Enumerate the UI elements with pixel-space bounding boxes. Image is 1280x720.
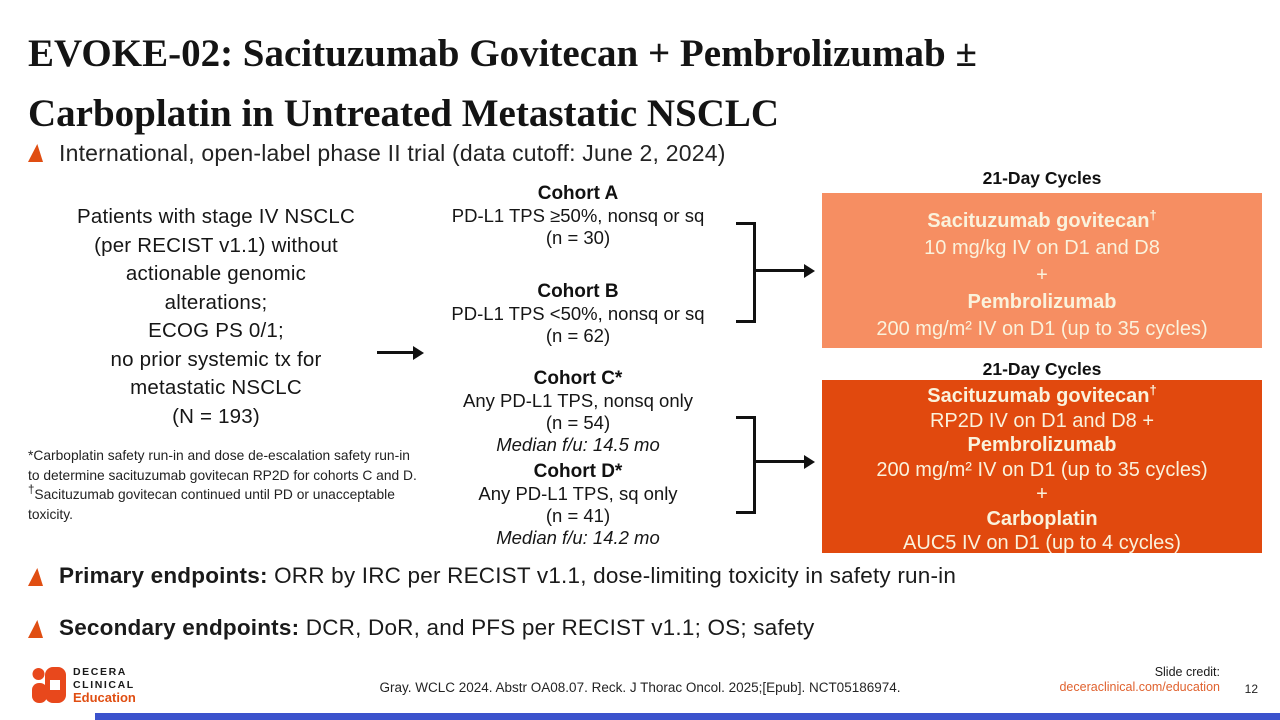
population-line: no prior systemic tx for [110,347,322,371]
arrow-ab-head-icon [804,264,815,278]
logo-line-decera: DECERA [73,666,127,678]
cohort-c-criteria: Any PD-L1 TPS, nonsq only [462,390,693,411]
population-line: (N = 193) [172,404,260,428]
cycle-label-1: 21-Day Cycles [982,168,1102,188]
drug-dose: 200 mg/m² IV on D1 (up to 35 cycles) [876,458,1208,481]
cohort-a-block [425,183,731,249]
bullet-triangle-icon [28,144,43,162]
citation-text: Gray. WCLC 2024. Abstr OA08.07. Reck. J Thorac Oncol. 2025;[Epub]. NCT05186974. [379,680,901,695]
population-line: actionable genomic [125,262,307,285]
bullet-triangle-icon [28,568,43,586]
drug-dose: AUC5 IV on D1 (up to 4 cycles) [903,532,1181,554]
secondary-endpoints-row [28,615,815,641]
population-line: Patients with stage IV NSCLC [77,205,355,228]
plus-sign: + [1036,483,1048,505]
cycle-label-2: 21-Day Cycles [982,359,1102,379]
population-arrow-line [377,351,415,354]
cohort-c-name: Cohort C* [533,368,623,389]
primary-endpoints-text: Primary endpoints: ORR by IRC per RECIST v1.1, dose-limiting toxicity in safety run-in [59,563,957,588]
drug-name: Pembrolizumab [967,434,1117,456]
secondary-endpoints-text: Secondary endpoints: DCR, DoR, and PFS per RECIST v1.1; OS; safety [59,615,815,640]
bracket-cohorts-ab [736,222,756,323]
footnote-part1: *Carboplatin safety run-in and dose de-escalation safety run-in to determine sacituzumab govitecan RP2D for cohorts C and D. [28,448,417,483]
cohort-c-block [425,368,731,456]
cohort-a-name: Cohort A [537,183,619,204]
drug-name: Carboplatin [986,507,1098,530]
plus-sign: + [1036,264,1048,286]
slide-credit-label: Slide credit: [1154,665,1220,679]
drug-name: Pembrolizumab [967,291,1117,313]
logo-line-clinical: CLINICAL [73,678,135,691]
population-text [10,203,422,431]
page-title [28,24,1228,144]
bracket-cohorts-cd [736,416,756,514]
bullet-triangle-icon [28,620,43,638]
drug-dose: 10 mg/kg IV on D1 and D8 [924,237,1160,259]
population-line: ECOG PS 0/1; [148,319,284,342]
cohort-b-block [425,281,731,347]
cohort-c-followup: Median f/u: 14.5 mo [496,434,660,455]
population-arrow-head-icon [413,346,424,360]
subtitle-row [28,140,726,167]
dagger-symbol: † [28,484,35,497]
drug-dose: 200 mg/m² IV on D1 (up to 35 cycles) [876,318,1208,340]
arrow-cd-head-icon [804,455,815,469]
drug-name: Sacituzumab govitecan† [927,382,1157,407]
population-line: metastatic NSCLC [130,376,302,399]
drug-dose: RP2D IV on D1 and D8 + [929,409,1154,432]
cohort-b-criteria: PD-L1 TPS <50%, nonsq or sq [451,303,705,324]
logo-line-education: Education [73,690,136,705]
cohort-d-n: (n = 41) [545,505,611,526]
treatment-box-sg-pembro [822,193,1262,348]
cohort-a-criteria: PD-L1 TPS ≥50%, nonsq or sq [451,205,705,226]
treatment-box-sg-pembro-carbo [822,380,1262,553]
slide-credit-link[interactable]: deceraclinical.com/education [1059,680,1220,694]
subtitle-text: International, open-label phase II trial (data cutoff: June 2, 2024) [59,140,726,166]
arrow-ab-line [754,269,805,272]
cohort-d-name: Cohort D* [533,461,623,482]
cohort-d-criteria: Any PD-L1 TPS, sq only [478,483,678,504]
progress-bar [95,713,1280,720]
cohort-b-name: Cohort B [537,281,619,302]
footnote-text [28,446,422,524]
title-line-2: Carboplatin in Untreated Metastatic NSCLC [28,92,780,135]
population-line: alterations; [164,290,268,314]
slide-credit [1059,665,1220,695]
drug-name: Sacituzumab govitecan† [927,207,1157,232]
cohort-d-block [425,461,731,549]
footnote-part2: Sacituzumab govitecan continued until PD or unacceptable toxicity. [28,487,395,522]
page-number: 12 [1244,682,1258,696]
cohort-d-followup: Median f/u: 14.2 mo [496,527,660,548]
arrow-cd-line [754,460,805,463]
cohort-a-n: (n = 30) [545,227,611,248]
cohort-b-n: (n = 62) [545,325,611,346]
cohort-c-n: (n = 54) [545,412,611,433]
title-line-1: EVOKE-02: Sacituzumab Govitecan + Pembrolizumab ± [28,32,977,75]
primary-endpoints-row [28,563,956,589]
population-line: (per RECIST v1.1) without [94,233,338,257]
